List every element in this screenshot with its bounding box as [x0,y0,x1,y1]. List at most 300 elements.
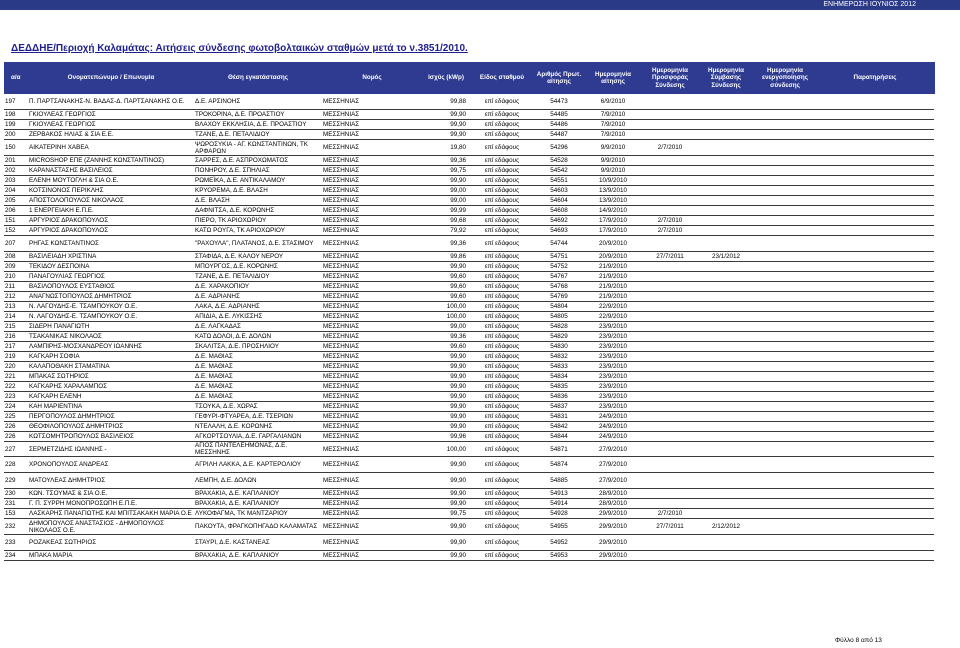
cell-app-date: 9/9/2010 [584,166,642,176]
cell-prefecture: ΜΕΣΣΗΝΙΑΣ [322,110,422,120]
cell-notes [816,94,934,110]
cell-prefecture: ΜΕΣΣΗΝΙΑΣ [322,422,422,432]
cell-contract-date [698,226,754,236]
cell-protocol: 54768 [534,282,584,292]
table-row [4,236,934,252]
cell-name: ΠΑΝΑΓΟΥΛΙΑΣ ΓΕΩΡΓΙΟΣ [28,272,194,282]
cell-aa: 198 [4,110,28,120]
cell-app-date: 9/9/2010 [584,140,642,156]
cell-notes [816,236,934,252]
cell-type: επί εδάφους [470,120,534,130]
cell-contract-date [698,362,754,372]
table-row [4,372,934,382]
cell-offer-date [642,442,698,457]
cell-prefecture: ΜΕΣΣΗΝΙΑΣ [322,509,422,519]
cell-power: 99,60 [422,292,470,302]
cell-power: 79,92 [422,226,470,236]
cell-type: επί εδάφους [470,110,534,120]
cell-activation-date [754,226,816,236]
cell-power: 99,90 [422,372,470,382]
cell-prefecture: ΜΕΣΣΗΝΙΑΣ [322,262,422,272]
cell-protocol: 54885 [534,473,584,489]
cell-aa: 203 [4,176,28,186]
cell-type: επί εδάφους [470,186,534,196]
cell-app-date: 23/9/2010 [584,322,642,332]
cell-aa: 150 [4,140,28,156]
cell-power: 99,75 [422,509,470,519]
cell-type: επί εδάφους [470,442,534,457]
cell-activation-date [754,382,816,392]
cell-type: επί εδάφους [470,312,534,322]
cell-contract-date: 2/12/2012 [698,519,754,535]
cell-power: 99,00 [422,322,470,332]
cell-app-date: 7/9/2010 [584,130,642,140]
cell-contract-date [698,216,754,226]
cell-activation-date [754,412,816,422]
cell-activation-date [754,292,816,302]
cell-app-date: 21/9/2010 [584,282,642,292]
cell-prefecture: ΜΕΣΣΗΝΙΑΣ [322,166,422,176]
cell-activation-date [754,457,816,473]
cell-protocol: 54486 [534,120,584,130]
cell-contract-date [698,499,754,509]
cell-location: ΒΡΑΧΑΚΙΑ, Δ.Ε. ΚΑΠΛΑΝΙΟΥ [194,489,322,499]
cell-offer-date [642,176,698,186]
cell-type: επί εδάφους [470,519,534,535]
cell-offer-date [642,332,698,342]
cell-location: ΛΑΚΑ, Δ.Ε. ΑΔΡΙΑΝΗΣ [194,302,322,312]
table-row [4,442,934,457]
cell-activation-date [754,176,816,186]
cell-contract-date [698,489,754,499]
page-title: ΔΕΔΔΗΕ/Περιοχή Καλαμάτας: Αιτήσεις σύνδεσης φωτοβολταικών σταθμών μετά το ν.3851/2010. [11,43,468,54]
cell-prefecture: ΜΕΣΣΗΝΙΑΣ [322,130,422,140]
cell-activation-date [754,473,816,489]
cell-location: ΚΡΥΟΡΕΜΑ, Δ.Ε. ΒΛΑΣΗ [194,186,322,196]
table-row [4,519,934,535]
cell-offer-date: 2/7/2010 [642,226,698,236]
cell-prefecture: ΜΕΣΣΗΝΙΑΣ [322,176,422,186]
cell-aa: 233 [4,535,28,551]
cell-contract-date [698,432,754,442]
cell-notes [816,342,934,352]
cell-notes [816,422,934,432]
table-row [4,282,934,292]
cell-app-date: 23/9/2010 [584,352,642,362]
cell-contract-date [698,382,754,392]
table-row [4,252,934,262]
cell-name: ΣΙΔΕΡΗ ΠΑΝΑΓΙΩΤΗ [28,322,194,332]
cell-contract-date [698,236,754,252]
cell-power: 99,90 [422,535,470,551]
cell-location: ΣΑΡΡΕΣ, Δ.Ε. ΑΣΠΡΟΧΩΜΑΤΟΣ [194,156,322,166]
cell-aa: 200 [4,130,28,140]
cell-type: επί εδάφους [470,342,534,352]
cell-protocol: 54832 [534,352,584,362]
cell-location: ΑΓΡΙΛΗ ΛΑΚΚΑ, Δ.Ε. ΚΑΡΤΕΡΟΛΙΟΥ [194,457,322,473]
cell-contract-date [698,186,754,196]
cell-aa: 234 [4,551,28,561]
cell-power: 99,60 [422,342,470,352]
cell-activation-date [754,120,816,130]
cell-location: ΚΑΤΩ ΔΟΛΟΙ, Δ.Ε. ΔΟΛΩΝ [194,332,322,342]
cell-location: ΠΙΕΡΟ, ΤΚ ΑΡΙΟΧΩΡΙΟΥ [194,216,322,226]
table-row [4,352,934,362]
cell-activation-date [754,196,816,206]
cell-prefecture: ΜΕΣΣΗΝΙΑΣ [322,120,422,130]
cell-location: ΣΤΑΥΡΙ, Δ.Ε. ΚΑΣΤΑΝΕΑΣ [194,535,322,551]
cell-notes [816,509,934,519]
cell-location: Δ.Ε. ΑΔΡΙΑΝΗΣ [194,292,322,302]
cell-protocol: 54953 [534,551,584,561]
cell-prefecture: ΜΕΣΣΗΝΙΑΣ [322,442,422,457]
cell-location: Δ.Ε. ΜΑΘΙΑΣ [194,362,322,372]
cell-power: 99,90 [422,519,470,535]
cell-notes [816,140,934,156]
cell-protocol: 54692 [534,216,584,226]
cell-power: 99,90 [422,422,470,432]
cell-app-date: 20/9/2010 [584,252,642,262]
cell-contract-date [698,392,754,402]
cell-activation-date [754,499,816,509]
cell-app-date: 22/9/2010 [584,312,642,322]
cell-notes [816,292,934,302]
cell-power: 100,00 [422,442,470,457]
cell-type: επί εδάφους [470,322,534,332]
cell-prefecture: ΜΕΣΣΗΝΙΑΣ [322,473,422,489]
table-row [4,226,934,236]
cell-prefecture: ΜΕΣΣΗΝΙΑΣ [322,402,422,412]
cell-name: Ν. ΛΑΓΟΥΔΗΣ-Ε. ΤΣΑΜΠΟΥΚΟΥ Ο.Ε. [28,302,194,312]
cell-app-date: 23/9/2010 [584,392,642,402]
cell-app-date: 29/9/2010 [584,519,642,535]
cell-notes [816,110,934,120]
cell-aa: 228 [4,457,28,473]
cell-power: 99,90 [422,457,470,473]
cell-activation-date [754,156,816,166]
cell-name: ΚΑΓΚΑΡΗ ΕΛΕΝΗ [28,392,194,402]
cell-offer-date [642,489,698,499]
cell-name: ΑΙΚΑΤΕΡΙΝΗ ΧΑΒΕΑ [28,140,194,156]
cell-prefecture: ΜΕΣΣΗΝΙΑΣ [322,372,422,382]
cell-prefecture: ΜΕΣΣΗΝΙΑΣ [322,412,422,422]
cell-location: ΤΖΑΝΕ, Δ.Ε. ΠΕΤΑΛΙΔΙΟΥ [194,130,322,140]
cell-aa: 229 [4,473,28,489]
cell-aa: 151 [4,216,28,226]
cell-contract-date [698,282,754,292]
table-row [4,262,934,272]
cell-power: 99,36 [422,236,470,252]
cell-contract-date [698,302,754,312]
cell-activation-date [754,322,816,332]
cell-name: ΑΡΓΥΡΙΟΣ ΔΡΑΚΟΠΟΥΛΟΣ [28,226,194,236]
cell-location: ΠΟΝΗΡΟΥ, Δ.Ε. ΣΠΗΛΙΑΣ [194,166,322,176]
cell-contract-date [698,352,754,362]
cell-location: ΛΥΚΟΦΑΓΜΑ, ΤΚ ΜΑΝΤΖΑΡΙΟΥ [194,509,322,519]
cell-contract-date [698,322,754,332]
cell-activation-date [754,236,816,252]
cell-activation-date [754,362,816,372]
cell-power: 99,90 [422,176,470,186]
cell-aa: 205 [4,196,28,206]
cell-app-date: 23/9/2010 [584,402,642,412]
cell-offer-date [642,372,698,382]
cell-offer-date [642,130,698,140]
cell-name: ΣΕΡΜΕΤΖΙΔΗΣ ΙΩΑΝΝΗΣ - [28,442,194,457]
cell-contract-date: 23/1/2012 [698,252,754,262]
cell-activation-date [754,352,816,362]
cell-power: 99,60 [422,282,470,292]
cell-notes [816,535,934,551]
cell-location: ΓΕΦΥΡΙ-ΦΤΥΑΡΕΑ, Δ.Ε. ΤΣΕΡΙΩΝ [194,412,322,422]
cell-contract-date [698,551,754,561]
cell-aa: 210 [4,272,28,282]
cell-power: 99,75 [422,166,470,176]
cell-type: επί εδάφους [470,382,534,392]
cell-offer-date: 27/7/2011 [642,519,698,535]
cell-aa: 225 [4,412,28,422]
cell-aa: 202 [4,166,28,176]
cell-type: επί εδάφους [470,302,534,312]
cell-prefecture: ΜΕΣΣΗΝΙΑΣ [322,322,422,332]
table-row [4,489,934,499]
cell-prefecture: ΜΕΣΣΗΝΙΑΣ [322,432,422,442]
cell-offer-date [642,382,698,392]
cell-aa: 227 [4,442,28,457]
cell-name: ΚΑΗ ΜΑΡΙΕΝΤΙΝΑ [28,402,194,412]
cell-prefecture: ΜΕΣΣΗΝΙΑΣ [322,206,422,216]
cell-activation-date [754,489,816,499]
cell-contract-date [698,262,754,272]
table-row [4,362,934,372]
cell-offer-date [642,94,698,110]
cell-prefecture: ΜΕΣΣΗΝΙΑΣ [322,272,422,282]
cell-power: 99,90 [422,412,470,422]
cell-protocol: 54608 [534,206,584,216]
cell-protocol: 54769 [534,292,584,302]
cell-power: 99,90 [422,392,470,402]
col-type: Είδος σταθμού [470,62,534,94]
cell-offer-date [642,272,698,282]
cell-aa: 204 [4,186,28,196]
cell-protocol: 54744 [534,236,584,252]
cell-prefecture: ΜΕΣΣΗΝΙΑΣ [322,156,422,166]
cell-location: ΒΛΑΧΟΥ ΕΚΚΛΗΣΙΑ, Δ.Ε. ΠΡΟΑΣΤΙΟΥ [194,120,322,130]
cell-app-date: 20/9/2010 [584,236,642,252]
cell-app-date: 28/9/2010 [584,499,642,509]
cell-aa: 209 [4,262,28,272]
table-row [4,140,934,156]
cell-type: επί εδάφους [470,262,534,272]
cell-power: 19,80 [422,140,470,156]
cell-contract-date [698,457,754,473]
cell-aa: 215 [4,322,28,332]
cell-offer-date [642,432,698,442]
cell-prefecture: ΜΕΣΣΗΝΙΑΣ [322,342,422,352]
cell-contract-date [698,110,754,120]
cell-offer-date [642,302,698,312]
cell-protocol: 54874 [534,457,584,473]
cell-contract-date [698,412,754,422]
table-row [4,94,934,110]
cell-notes [816,206,934,216]
cell-contract-date [698,372,754,382]
cell-contract-date [698,176,754,186]
cell-aa: 201 [4,156,28,166]
cell-prefecture: ΜΕΣΣΗΝΙΑΣ [322,252,422,262]
cell-name: ΛΑΜΠΙΡΗΣ-ΜΟΣΧΑΝΔΡΕΟΥ ΙΩΑΝΝΗΣ [28,342,194,352]
cell-power: 99,90 [422,473,470,489]
cell-activation-date [754,332,816,342]
cell-type: επί εδάφους [470,402,534,412]
cell-activation-date [754,422,816,432]
cell-notes [816,412,934,422]
cell-notes [816,262,934,272]
table-header-row [4,62,934,94]
cell-contract-date [698,140,754,156]
table-row [4,392,934,402]
cell-app-date: 22/9/2010 [584,302,642,312]
cell-name: Π. ΠΑΡΤΣΑΝΑΚΗΣ-Ν. ΒΑΔΑΣ-Δ. ΠΑΡΤΣΑΝΑΚΗΣ Ο.Ε. [28,94,194,110]
cell-aa: 223 [4,392,28,402]
cell-notes [816,519,934,535]
col-app-date: Ημερομηνία αίτησης [584,62,642,94]
cell-notes [816,489,934,499]
cell-name: MICROSHOP ΕΠΕ (ΖΑΝΝΗΣ ΚΩΝΣΤΑΝΤΙΝΟΣ) [28,156,194,166]
cell-activation-date [754,392,816,402]
cell-activation-date [754,372,816,382]
table-row [4,382,934,392]
cell-aa: 224 [4,402,28,412]
cell-offer-date: 2/7/2010 [642,216,698,226]
cell-aa: 217 [4,342,28,352]
cell-power: 99,00 [422,186,470,196]
cell-name: ΔΗΜΟΠΟΥΛΟΣ ΑΝΑΣΤΑΣΙΟΣ - ΔΗΜΟΠΟΥΛΟΣ ΝΙΚΟΛΑΟΣ Ο.Ε. [28,519,194,535]
table-row [4,499,934,509]
cell-contract-date [698,422,754,432]
cell-prefecture: ΜΕΣΣΗΝΙΑΣ [322,535,422,551]
cell-activation-date [754,302,816,312]
cell-protocol: 54836 [534,392,584,402]
table-row [4,332,934,342]
cell-notes [816,186,934,196]
cell-power: 99,90 [422,110,470,120]
col-location: Θέση εγκατάστασης [194,62,322,94]
cell-type: επί εδάφους [470,509,534,519]
cell-prefecture: ΜΕΣΣΗΝΙΑΣ [322,519,422,535]
table-row [4,156,934,166]
cell-type: επί εδάφους [470,156,534,166]
cell-protocol: 54837 [534,402,584,412]
cell-notes [816,432,934,442]
cell-location: Δ.Ε. ΛΑΓΚΑΔΑΣ [194,322,322,332]
cell-name: ΒΑΣΙΛΟΠΟΥΛΟΣ ΕΥΣΤΑΘΙΟΣ [28,282,194,292]
table-row [4,110,934,120]
cell-app-date: 9/9/2010 [584,156,642,166]
cell-app-date: 21/9/2010 [584,292,642,302]
table-body [4,94,934,561]
cell-notes [816,282,934,292]
cell-contract-date [698,535,754,551]
applications-table [4,62,935,561]
cell-name: ΑΡΓΥΡΙΟΣ ΔΡΑΚΟΠΟΥΛΟΣ [28,216,194,226]
cell-activation-date [754,312,816,322]
cell-contract-date [698,130,754,140]
cell-location: ΑΓΚΟΡΤΣΟΥΛΙΑ, Δ.Ε. ΓΑΡΓΑΛΙΑΝΩΝ [194,432,322,442]
cell-power: 99,68 [422,216,470,226]
cell-power: 99,60 [422,272,470,282]
cell-offer-date [642,262,698,272]
cell-aa: 197 [4,94,28,110]
cell-app-date: 21/9/2010 [584,272,642,282]
cell-power: 99,90 [422,489,470,499]
cell-type: επί εδάφους [470,332,534,342]
cell-contract-date [698,292,754,302]
cell-name: ΑΠΟΣΤΟΛΟΠΟΥΛΟΣ ΝΙΚΟΛΑΟΣ [28,196,194,206]
cell-app-date: 23/9/2010 [584,362,642,372]
cell-power: 99,90 [422,262,470,272]
cell-power: 99,90 [422,130,470,140]
cell-offer-date [642,156,698,166]
cell-location: Δ.Ε. ΜΑΘΙΑΣ [194,382,322,392]
cell-app-date: 29/9/2010 [584,535,642,551]
cell-notes [816,499,934,509]
cell-activation-date [754,272,816,282]
cell-prefecture: ΜΕΣΣΗΝΙΑΣ [322,392,422,402]
cell-aa: 230 [4,489,28,499]
cell-aa: 232 [4,519,28,535]
cell-contract-date [698,272,754,282]
cell-type: επί εδάφους [470,362,534,372]
cell-location: ΛΕΜΠΗ, Δ.Ε. ΔΟΛΩΝ [194,473,322,489]
cell-name: Γ. Π. ΣΥΡΡΗ ΜΟΝΟΠΡΟΣΩΠΗ Ε.Π.Ε. [28,499,194,509]
cell-activation-date [754,519,816,535]
table-row [4,130,934,140]
cell-protocol: 54473 [534,94,584,110]
cell-aa: 207 [4,236,28,252]
cell-notes [816,442,934,457]
cell-power: 99,90 [422,382,470,392]
cell-app-date: 29/9/2010 [584,509,642,519]
cell-notes [816,332,934,342]
cell-aa: 152 [4,226,28,236]
cell-type: επί εδάφους [470,236,534,252]
cell-name: ΑΝΑΓΝΩΣΤΟΠΟΥΛΟΣ ΔΗΜΗΤΡΙΟΣ [28,292,194,302]
cell-protocol: 54751 [534,252,584,262]
cell-app-date: 6/9/2010 [584,94,642,110]
cell-notes [816,196,934,206]
cell-location: Δ.Ε. ΑΡΣΙΝΟΗΣ [194,94,322,110]
cell-protocol: 54928 [534,509,584,519]
cell-type: επί εδάφους [470,272,534,282]
cell-name: ΚΑΡΑΝΑΣΤΑΣΗΣ ΒΑΣΙΛΕΙΟΣ [28,166,194,176]
cell-aa: 199 [4,120,28,130]
cell-activation-date [754,442,816,457]
cell-power: 99,90 [422,362,470,372]
col-aa: α/α [4,62,28,94]
cell-prefecture: ΜΕΣΣΗΝΙΑΣ [322,216,422,226]
cell-app-date: 23/9/2010 [584,372,642,382]
cell-protocol: 54693 [534,226,584,236]
cell-type: επί εδάφους [470,166,534,176]
cell-type: επί εδάφους [470,457,534,473]
cell-activation-date [754,535,816,551]
cell-location: ΤΡΟΚΟΡΙΝΑ, Δ.Ε. ΠΡΟΑΣΤΙΟΥ [194,110,322,120]
cell-offer-date [642,457,698,473]
cell-protocol: 54914 [534,499,584,509]
cell-notes [816,551,934,561]
cell-name: ΡΗΓΑΣ ΚΩΝΣΤΑΝΤΙΝΟΣ [28,236,194,252]
